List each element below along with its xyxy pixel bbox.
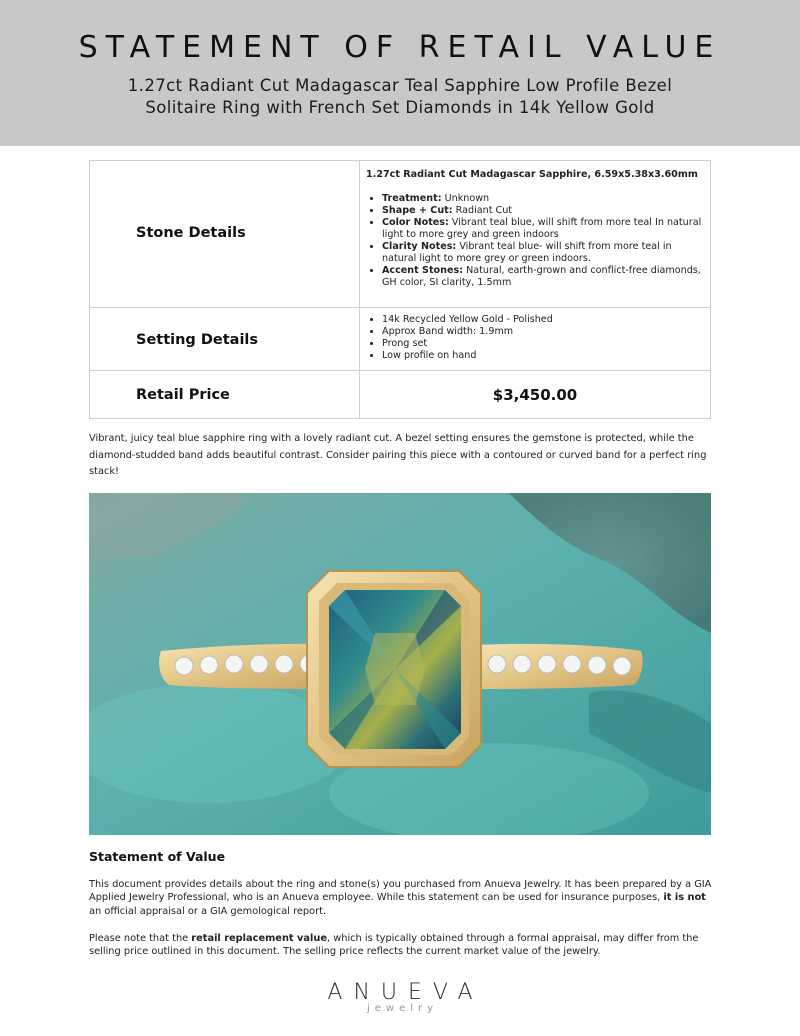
ring-photo-illustration (89, 493, 711, 835)
column-divider (359, 308, 360, 370)
document-title: STATEMENT OF RETAIL VALUE (78, 30, 722, 65)
logo-wordmark: ANUEVA (327, 980, 484, 1005)
setting-details-label: Setting Details (136, 332, 259, 348)
subtitle-line-2: Solitaire Ring with French Set Diamonds in 14k Yellow Gold (145, 98, 655, 117)
statement-of-value-title: Statement of Value (89, 849, 226, 864)
retail-price-row (90, 370, 710, 418)
list-item: • Prong set (382, 338, 702, 350)
statement-paragraph-2: Please note that the retail replacement value, which is typically obtained through a formal appraisal, may differ from the selling price outlined in this document. The selling price reflects the current market value of the jewelry. (89, 933, 699, 958)
column-divider (359, 161, 360, 307)
list-item: • Accent Stones: Natural, earth-grown and conflict-free diamonds, GH color, SI clarity, 1.5mm (382, 265, 702, 289)
list-item: • Shape + Cut: Radiant Cut (382, 205, 702, 217)
stone-details-row (90, 161, 710, 307)
stone-details-label: Stone Details (136, 225, 246, 241)
stone-heading: 1.27ct Radiant Cut Madagascar Sapphire, 6.59x5.38x3.60mm (366, 169, 698, 180)
list-item: • Treatment: Unknown (382, 193, 702, 205)
product-description: Vibrant, juicy teal blue sapphire ring with a lovely radiant cut. A bezel setting ensures the gemstone is protected, while the diamond-studded band adds beautiful contrast. Consider pairing this piece with a contoured or curved band for a perfect ring stack! (89, 433, 707, 477)
details-table (89, 160, 711, 419)
statement-paragraph-1: This document provides details about the ring and stone(s) you purchased from Anueva Jewelry. It has been prepared by a GIA Applied Jewelry Professional, who is an Anueva employee. While this statement can be used for insurance purposes, it is not an official appraisal or a GIA gemological report. (89, 879, 712, 917)
list-item: • Color Notes: Vibrant teal blue, will shift from more teal In natural light to more grey and green indoors (382, 217, 702, 241)
setting-details-row (90, 307, 710, 370)
product-photo (89, 493, 711, 835)
retail-price-label: Retail Price (136, 387, 230, 403)
list-item: • Approx Band width: 1.9mm (382, 326, 702, 338)
stone-details-content (366, 169, 702, 289)
list-item: • 14k Recycled Yellow Gold - Polished (382, 314, 702, 326)
stone-details-list (366, 193, 702, 289)
setting-details-content (366, 314, 702, 362)
document-header (0, 0, 800, 146)
setting-details-list (366, 314, 702, 362)
list-item: • Low profile on hand (382, 350, 702, 362)
list-item: • Clarity Notes: Vibrant teal blue- will shift from more teal in natural light to more grey or green indoors. (382, 241, 702, 265)
anueva-logo (300, 980, 500, 1014)
logo-subtext: jewelry (366, 1003, 439, 1014)
document-subtitle (60, 75, 740, 119)
subtitle-line-1: 1.27ct Radiant Cut Madagascar Teal Sapphire Low Profile Bezel (127, 76, 673, 95)
retail-price-value: $3,450.00 (492, 386, 578, 404)
